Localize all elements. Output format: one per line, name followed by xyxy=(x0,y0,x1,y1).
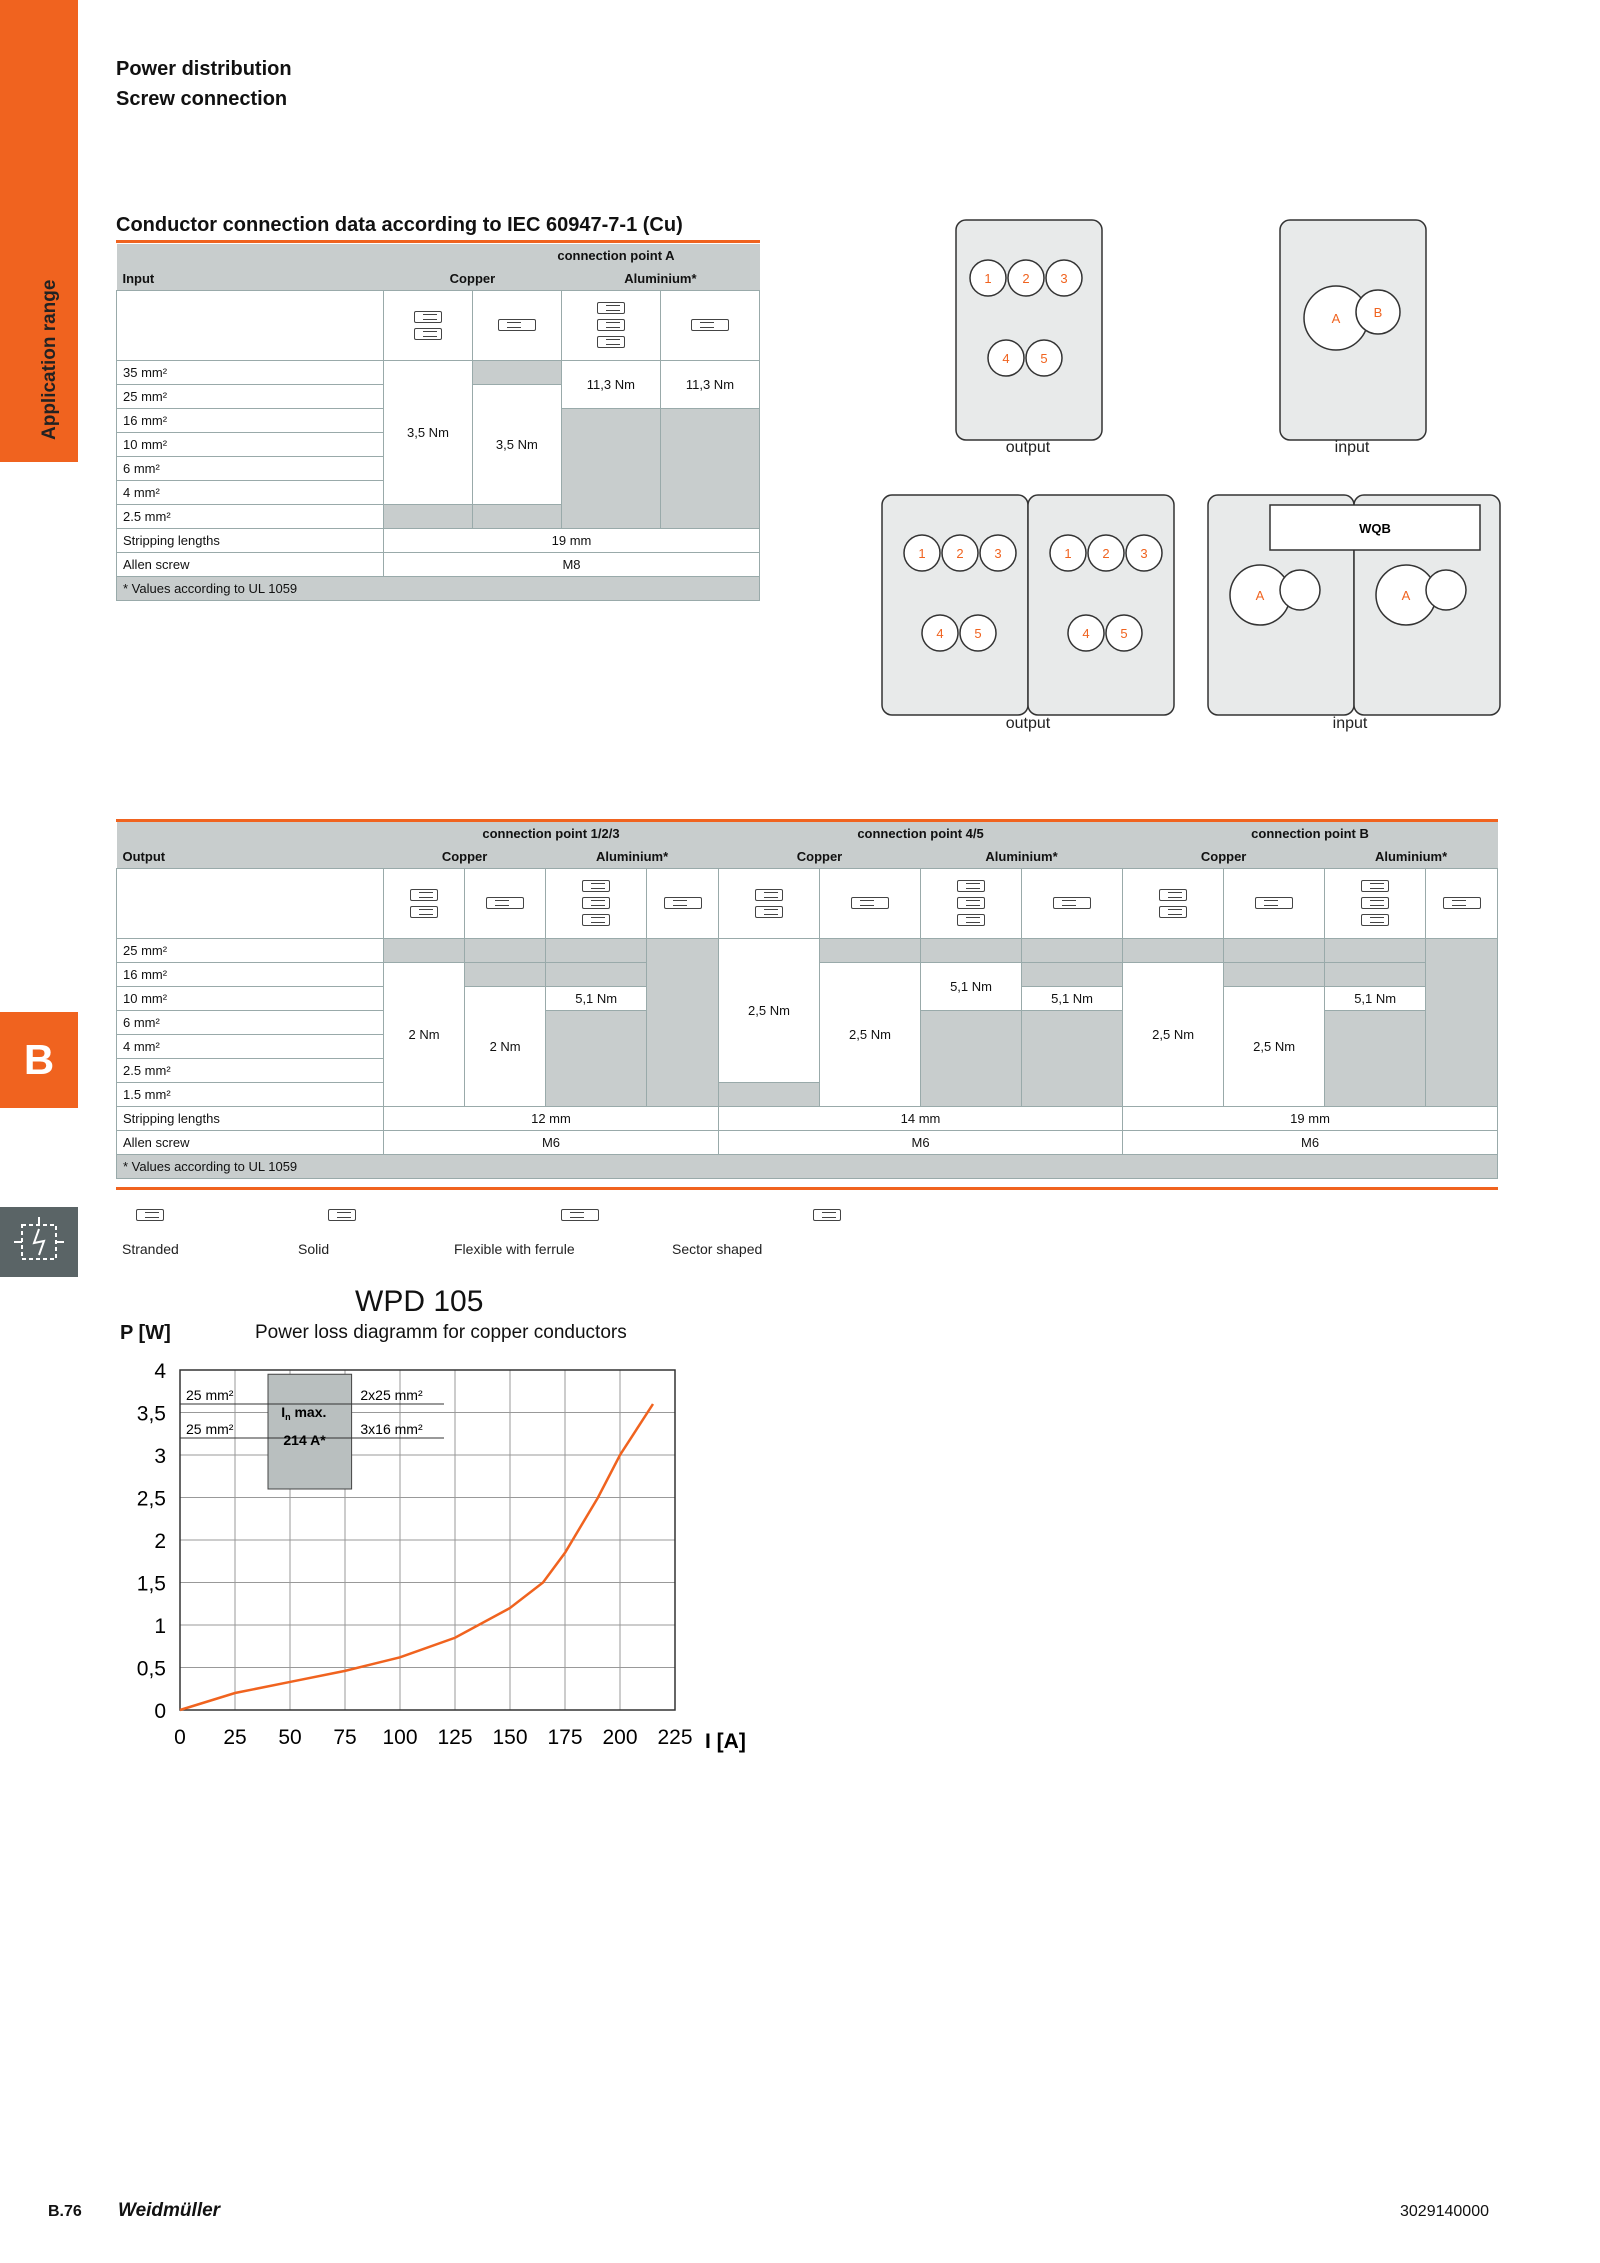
stranded-solid-icons xyxy=(384,291,473,361)
y-tick: 2 xyxy=(154,1530,166,1553)
document-number: 3029140000 xyxy=(1400,2203,1489,2220)
legend-stranded: Stranded xyxy=(122,1241,179,1257)
x-tick: 0 xyxy=(174,1726,186,1749)
y-tick: 0,5 xyxy=(136,1657,166,1681)
legend-sector: Sector shaped xyxy=(672,1241,763,1257)
x-tick: 50 xyxy=(278,1726,302,1749)
input-table: connection point A Input Copper Aluminium* 35 mm² 3,5 Nm 11,3 Nm 11,3 Nm 25 mm² 3,5 Nm 16 mm² 10 mm² 6 mm² 4 mm² 2.5 mm² Stripping lengths 19 mm Allen screw M8 * Values according to UL 1059 xyxy=(116,244,760,601)
stranded-icon xyxy=(136,1209,164,1221)
x-tick: 200 xyxy=(602,1726,638,1749)
svg-text:2: 2 xyxy=(1102,546,1110,561)
svg-text:B: B xyxy=(1373,305,1383,320)
label-r1: 2x25 mm² xyxy=(360,1387,423,1403)
y-tick: 3,5 xyxy=(136,1402,166,1426)
svg-text:4: 4 xyxy=(1002,351,1010,366)
power-distribution-icon xyxy=(0,1207,78,1277)
svg-text:5: 5 xyxy=(1040,351,1048,366)
al-icons xyxy=(561,291,660,361)
svg-text:1: 1 xyxy=(918,546,926,561)
x-tick: 75 xyxy=(333,1726,357,1749)
label-r2: 3x16 mm² xyxy=(360,1421,423,1437)
svg-text:1: 1 xyxy=(984,271,992,286)
label-l1: 25 mm² xyxy=(186,1387,234,1403)
svg-text:3: 3 xyxy=(1140,546,1148,561)
power-loss-chart xyxy=(100,1340,780,1753)
legend-solid: Solid xyxy=(298,1241,330,1257)
y-tick: 3 xyxy=(154,1445,166,1468)
x-axis-label: I [A] xyxy=(705,1730,746,1753)
al-ferrule-icon xyxy=(660,291,759,361)
brand-logo: Weidmüller xyxy=(118,2200,221,2221)
svg-text:2: 2 xyxy=(1022,271,1030,286)
power-loss-curve xyxy=(180,1404,653,1710)
product-images xyxy=(880,210,1520,740)
page-number: B.76 xyxy=(48,2203,82,2220)
x-tick: 225 xyxy=(657,1726,693,1749)
svg-text:3: 3 xyxy=(1060,271,1068,286)
y-tick: 0 xyxy=(154,1700,166,1723)
orange-rule-3 xyxy=(116,1187,1498,1190)
box-line2: 214 A* xyxy=(283,1431,326,1448)
conductor-legend xyxy=(116,1205,816,1260)
svg-text:4: 4 xyxy=(936,626,944,641)
svg-text:2: 2 xyxy=(956,546,964,561)
svg-text:3: 3 xyxy=(994,546,1002,561)
x-tick: 100 xyxy=(382,1726,418,1749)
svg-text:output: output xyxy=(1005,439,1051,456)
box-line1: $I_n$ max. xyxy=(281,1403,327,1422)
svg-text:A: A xyxy=(1331,311,1341,326)
section-title: Conductor connection data according to IEC 60947-7-1 (Cu) xyxy=(116,214,683,236)
sector-icon xyxy=(813,1209,841,1221)
y-tick: 1,5 xyxy=(136,1572,166,1596)
label-l2: 25 mm² xyxy=(186,1421,234,1437)
solid-icon xyxy=(328,1209,356,1221)
y-tick: 1 xyxy=(154,1615,166,1638)
chart-subtitle: Power loss diagramm for copper conductors xyxy=(255,1322,627,1343)
x-tick: 175 xyxy=(547,1726,583,1749)
ferrule-icon xyxy=(561,1209,599,1221)
ferrule-icon xyxy=(472,291,561,361)
svg-text:5: 5 xyxy=(1120,626,1128,641)
y-tick: 4 xyxy=(154,1360,166,1383)
section-tab-b[interactable]: B xyxy=(0,1012,78,1108)
svg-text:input: input xyxy=(1334,439,1370,456)
svg-text:output: output xyxy=(1005,715,1051,732)
svg-text:A: A xyxy=(1255,588,1265,603)
svg-text:5: 5 xyxy=(974,626,982,641)
legend-flexible: Flexible with ferrule xyxy=(454,1241,575,1257)
y-axis-label: P [W] xyxy=(120,1322,171,1344)
svg-text:WQB: WQB xyxy=(1359,521,1391,536)
svg-text:1: 1 xyxy=(1064,546,1072,561)
y-tick: 2,5 xyxy=(136,1487,166,1511)
x-tick: 25 xyxy=(223,1726,247,1749)
svg-text:input: input xyxy=(1332,715,1368,732)
chart-title: WPD 105 xyxy=(355,1285,484,1318)
svg-text:4: 4 xyxy=(1082,626,1090,641)
header-title-line2: Screw connection xyxy=(116,88,288,110)
x-tick: 125 xyxy=(437,1726,473,1749)
svg-text:A: A xyxy=(1401,588,1411,603)
application-range-label: Application range xyxy=(39,279,60,440)
x-tick: 150 xyxy=(492,1726,528,1749)
header-title-line1: Power distribution xyxy=(116,58,292,80)
orange-rule xyxy=(116,240,760,243)
output-table: connection point 1/2/3 connection point 4/5 connection point B Output Copper Aluminium* Copper Aluminium* Copper Aluminium* 25 mm² 2,5 Nm 16 mm² 2 Nm 2,5 Nm 5,1 Nm 2,5 Nm 10 mm² 2 Nm 5,1 Nm 5,1 Nm 2,5 Nm 5,1 Nm 6 mm² 4 mm² 2.5 mm² 1.5 mm² Stripping lengths 12 mm 14 mm 19 mm Allen screw M6 M6 M6 * Values according to UL 1059 xyxy=(116,822,1498,1179)
